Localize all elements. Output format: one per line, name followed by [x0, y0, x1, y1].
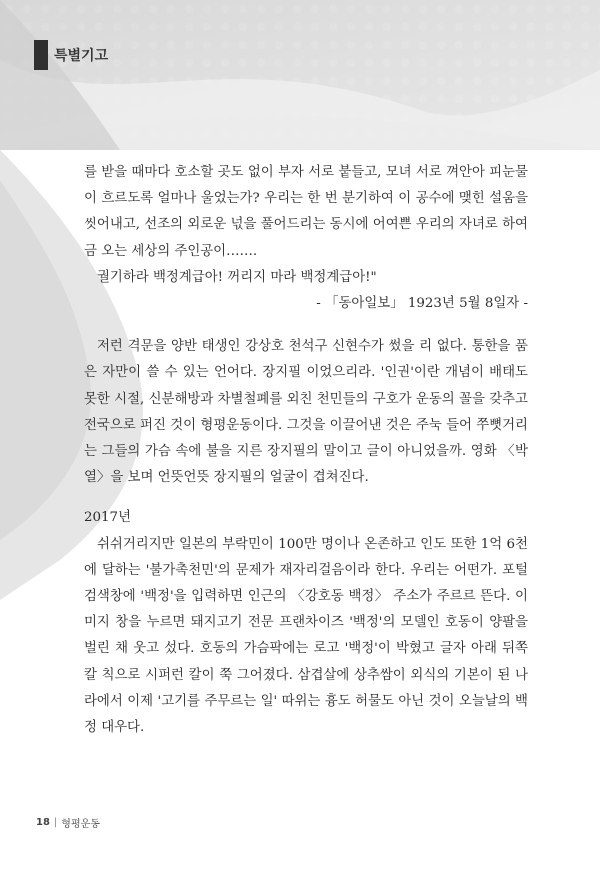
section-label: 특별기고 [54, 48, 109, 64]
section-tag [34, 40, 108, 70]
year-heading: 2017년 [84, 510, 132, 526]
article-body [84, 160, 528, 741]
quote-text: 를 받을 때마다 호소할 곳도 없이 부자 서로 붙들고, 모녀 서로 껴안아 피눈물이 흐르도록 얼마나 울었는가? 우리는 한 번 분기하여 이 공수에 맺힌 설움을 씻어내고, 선조의 외로운 넋을 풀어드리는 동시에 어여쁜 우리의 자녀로 하여금 오는 세상의 주인공이……. [84, 165, 528, 259]
page-number: 18 [36, 817, 50, 828]
quote-source: - 「동아일보」 1923년 5월 8일자 - [316, 296, 528, 312]
paragraph-3: 쉬쉬거리지만 일본의 부락민이 100만 명이나 온존하고 인도 또한 1억 6천에 달하는 '불가촉천민'의 문제가 재자리걸음이라 한다. 우리는 어떤가. 포털 검색창에 '백정'을 입력하면 인근의 〈강호동 백정〉 주소가 주르르 뜬다. 이미지 창을 누르면 돼지고기 전문 프랜차이즈 '백정'의 모델인 호동이 양팔을 벌린 채 웃고 섰다. 호동의 가슴팍에는 로고 '백정'이 박혔고 글자 아래 뒤쪽 칼 칙으로 시퍼런 칼이 쭉 그어졌다. 삼겹살에 상추쌈이 외식의 기본이 된 나라에서 이제 '고기를 주무르는 일' 따위는 흉도 허물도 아닌 것이 오늘날의 백정 대우다. [84, 536, 528, 736]
page-footer [36, 815, 100, 830]
section-tag-marker [34, 40, 48, 70]
publication-name: 형평운동 [61, 819, 100, 830]
paragraph-2: 저런 격문을 양반 태생인 강상호 천석구 신현수가 썼을 리 없다. 통한을 품은 자만이 쓸 수 있는 언어다. 장지필 이었으리라. '인권'이란 개념이 배태도 못한 시절, 신분해방과 차별철폐를 외친 천민들의 구호가 운동의 꼴을 갖추고 전국으로 퍼진 것이 형평운동이다. 그것을 이끌어낸 것은 주눅 들어 쭈뼛거리는 그들의 가슴 속에 불을 지른 장지필의 말이고 글이 아니었을까. 영화 〈박열〉을 보며 언뜻언뜻 장지필의 얼굴이 겹쳐진다. [84, 339, 528, 486]
footer-separator: | [53, 817, 58, 828]
quote-closing: 궐기하라 백정계급아! 꺼리지 마라 백정계급아!" [97, 269, 377, 285]
